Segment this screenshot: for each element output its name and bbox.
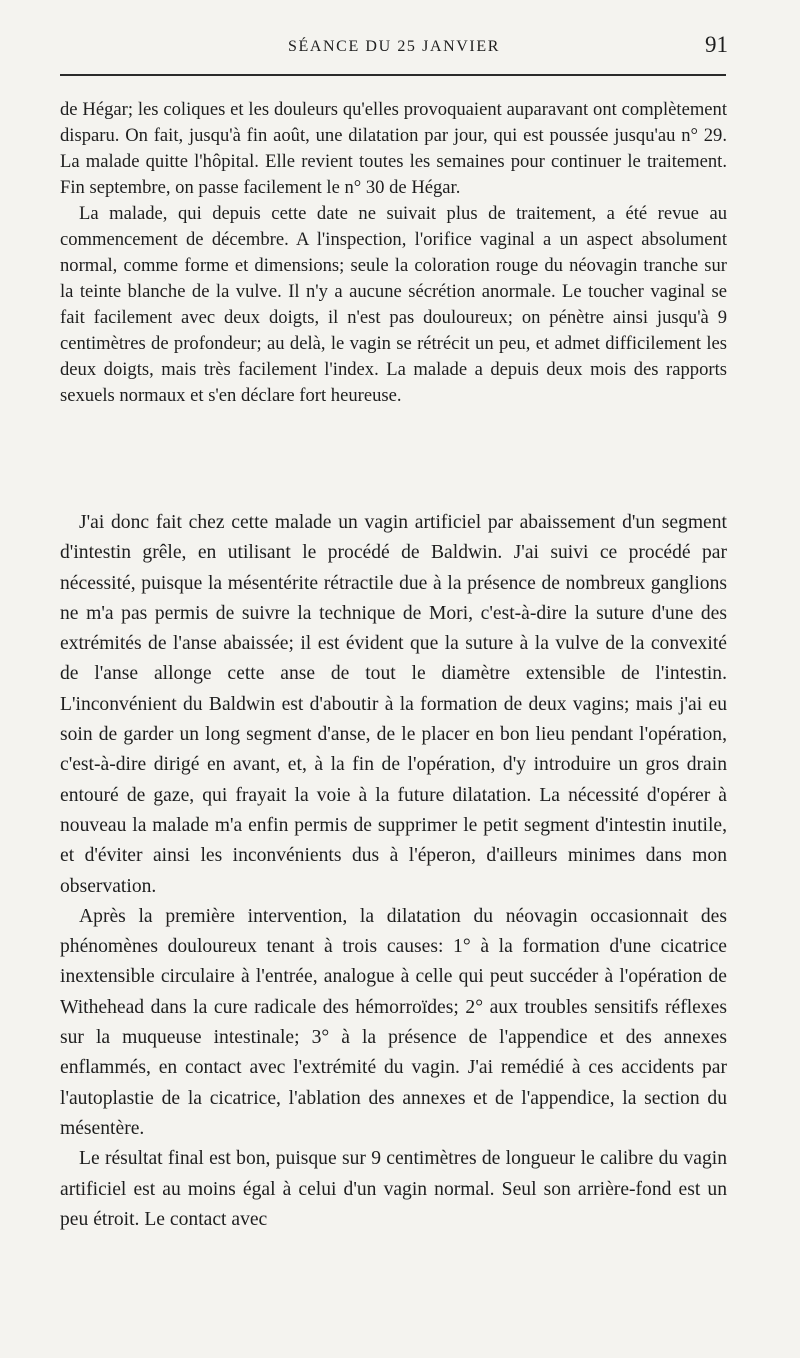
paragraph-continuation: de Hégar; les coliques et les douleurs qu'elles provoquaient auparavant ont complètement disparu. On fait, jusqu'à fin août, une dilatation par jour, qui est poussée jusqu'au n° 29. La malade quitte l'hôpital. Elle revient toutes les semaines pour continuer le traitement. Fin septembre, on passe facilement le n° 30 de Hégar. — [60, 99, 727, 198]
commentary-block — [60, 508, 727, 1235]
paragraph-complications: Après la première intervention, la dilatation du néovagin occasionnait des phénomènes douloureux tenant à trois causes: 1° à la formation d'une cicatrice inextensible circulaire à l'entrée, analogue à celle qui peut succéder à l'opération de Withehead dans la cure radicale des hémorroïdes; 2° aux troubles sensitifs réflexes sur la muqueuse intestinale; 3° à la présence de l'appendice et des annexes enflammés, en contact avec l'extrémité du vagin. J'ai remédié à ces accidents par l'autoplastie de la cicatrice, l'ablation des annexes et de l'appendice, la section du mésentère. — [60, 905, 727, 1139]
header-rule — [60, 74, 726, 76]
running-header — [60, 32, 728, 62]
running-title: SÉANCE DU 25 JANVIER — [288, 38, 500, 55]
paragraph-follow-up: La malade, qui depuis cette date ne suivait plus de traitement, a été revue au commencement de décembre. A l'inspection, l'orifice vaginal a un aspect absolument normal, comme forme et dimensions; seule la coloration rouge du néovagin tranche sur la teinte blanche de la vulve. Il n'y a aucune sécrétion anormale. Le toucher vaginal se fait facilement avec deux doigts, il n'est pas douloureux; on pénètre ainsi jusqu'à 9 centimètres de profondeur; au delà, le vagin se rétrécit un peu, et admet difficilement les deux doigts, mais très facilement l'index. La malade a depuis deux mois des rapports sexuels normaux et s'en déclare fort heureuse. — [60, 203, 727, 406]
paragraph-procedure: J'ai donc fait chez cette malade un vagin artificiel par abaissement d'un segment d'intestin grêle, en utilisant le procédé de Baldwin. J'ai suivi ce procédé par nécessité, puisque la mésentérite rétractile due à la présence de nombreux ganglions ne m'a pas permis de suivre la technique de Mori, c'est-à-dire la suture d'une des extrémités de l'anse abaissée; il est évident que la suture à la vulve de la convexité de l'anse allonge cette anse de tout le diamètre extensible de l'intestin. L'inconvénient du Baldwin est d'aboutir à la formation de deux vagins; mais j'ai eu soin de garder un long segment d'anse, de le placer en bon lieu pendant l'opération, c'est-à-dire dirigé en avant, et, à la fin de l'opération, d'y introduire un gros drain entouré de gaze, qui frayait la voie à la future dilatation. La nécessité d'opérer à nouveau la malade m'a enfin permis de supprimer le petit segment d'intestin inutile, et d'éviter ainsi les inconvénients dus à l'éperon, d'ailleurs minimes dans mon observation. — [60, 512, 727, 897]
paragraph-result: Le résultat final est bon, puisque sur 9 centimètres de longueur le calibre du vagin artificiel est au moins égal à celui d'un vagin normal. Seul son arrière-fond est un peu étroit. Le contact avec — [60, 1148, 727, 1230]
page-number: 91 — [705, 32, 728, 57]
observation-block — [60, 97, 727, 409]
